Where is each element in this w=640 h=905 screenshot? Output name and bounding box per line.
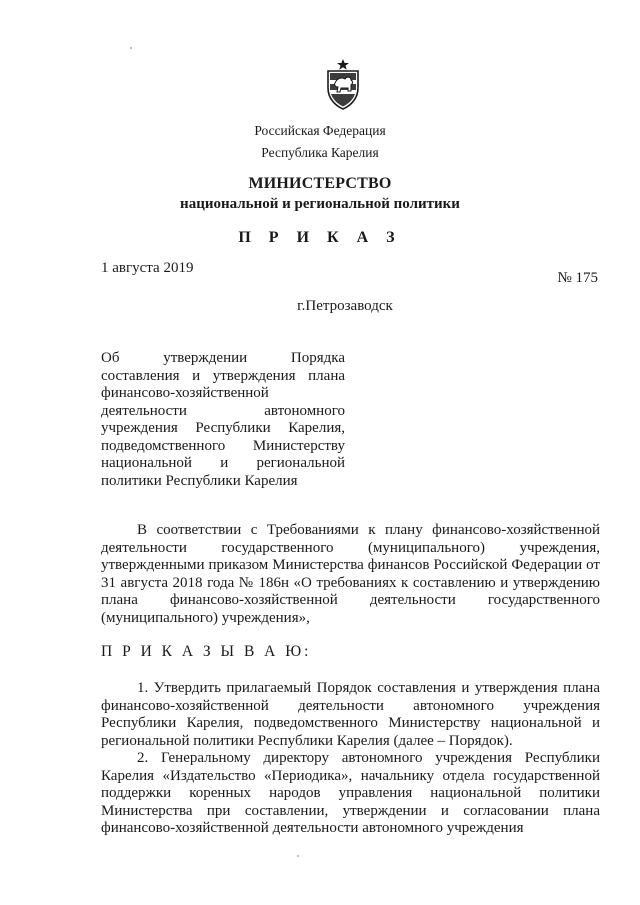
karelia-coat-of-arms-icon (324, 58, 362, 110)
item-2-paragraph: 2. Генеральному директору автономного учреждения Республики Карелия «Издательство «Периодика», начальнику отдела государственной поддержки коренных народов управления национальной политики Министерства при составлении, утверждении и согласовании плана финансово-хозяйственной деятельности автономного учреждения (101, 750, 600, 836)
republic-name: Республика Карелия (261, 145, 379, 160)
preamble-paragraph: В соответствии с Требованиями к плану финансово-хозяйственной деятельности государственного (муниципального) учреждения, утвержденными приказом Министерства финансов Российской Федерации от 31 августа 2018 года № 186н «О требованиях к составлению и утверждению плана финансово-хозяйственной деятельности государственного (муниципального) учреждения», (101, 522, 600, 626)
decree-word: П Р И К А З Ы В А Ю: (101, 643, 312, 660)
order-date: 1 августа 2019 (101, 260, 194, 276)
order-subject: Об утверждении Порядка составления и утверждения плана финансово-хозяйственной деятельности автономного учреждения Республики Карелия, подведомственного Министерству национальной и региональной политики Республики Карелия (101, 350, 345, 489)
document-type-heading: П Р И К А З (238, 229, 402, 246)
ministry-subtitle: национальной и региональной политики (180, 196, 460, 212)
ministry-title: МИНИСТЕРСТВО (248, 175, 392, 192)
order-city: г.Петрозаводск (297, 298, 393, 314)
scan-speck (130, 47, 132, 49)
scan-speck (297, 855, 299, 857)
country-name: Российская Федерация (254, 123, 386, 138)
item-1-paragraph: 1. Утвердить прилагаемый Порядок составления и утверждения плана финансово-хозяйственной деятельности автономного учреждения Республики Карелия, подведомственного Министерству национальной и региональной политики Республики Карелия (далее – Порядок). (101, 680, 600, 749)
order-number: № 175 (557, 270, 598, 286)
